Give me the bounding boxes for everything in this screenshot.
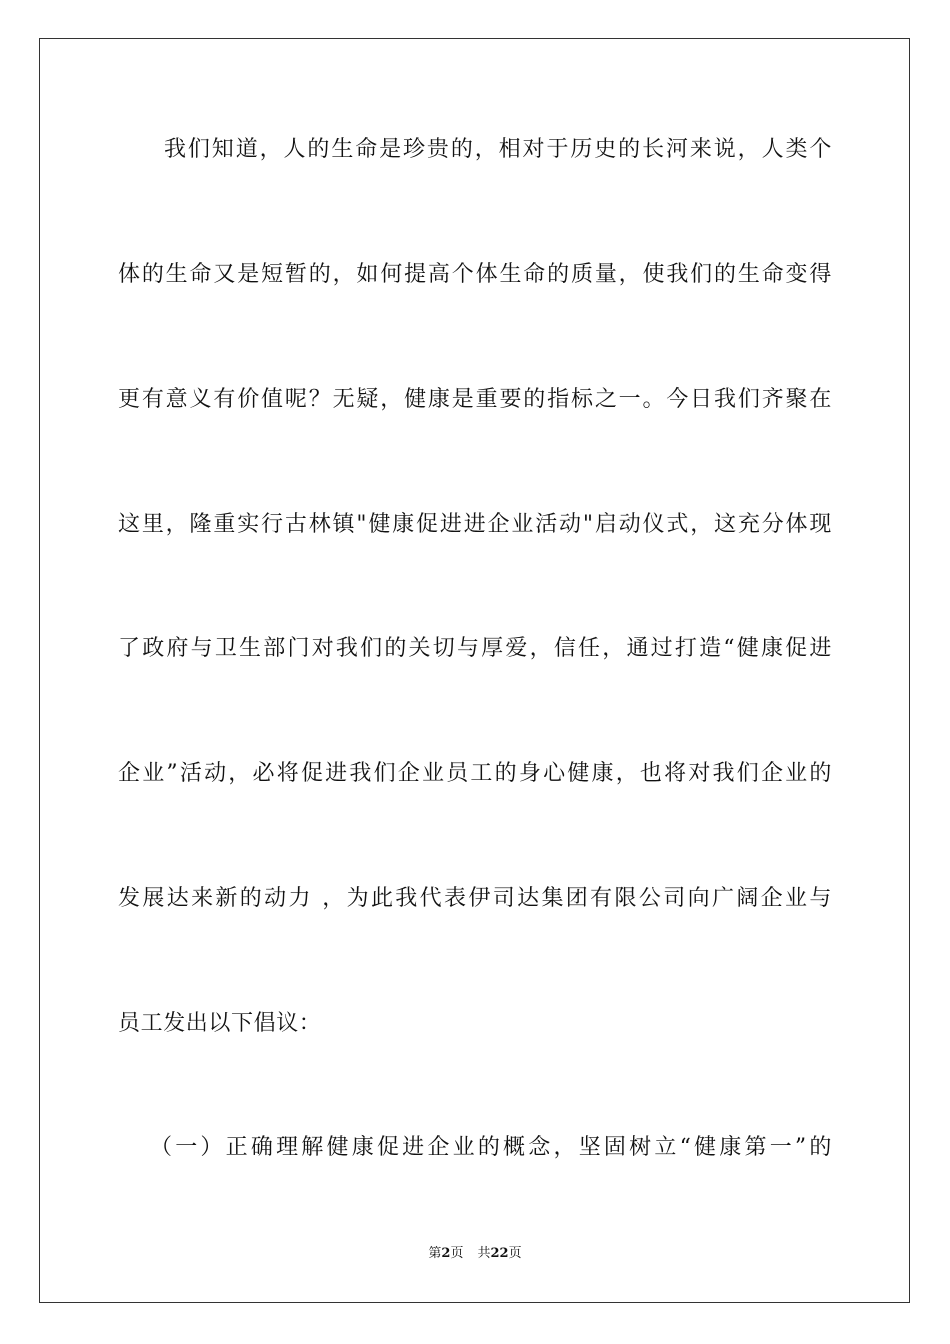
paragraph-line-6: 企业”活动，必将促进我们企业员工的身心健康，也将对我们企业的: [118, 761, 832, 786]
total-pages: 22: [490, 1246, 509, 1261]
page-number: 2: [441, 1246, 451, 1261]
paragraph-line-7: 发展达来新的动力 ，为此我代表伊司达集团有限公司向广阔企业与: [118, 886, 832, 911]
paragraph-line-4: 这里，隆重实行古林镇"健康促进进企业活动"启动仪式，这充分体现: [118, 512, 832, 537]
total-suffix: 页: [508, 1246, 522, 1261]
paragraph-line-8: 员工发出以下倡议：: [118, 1011, 322, 1036]
page-border: [39, 38, 910, 1303]
page-prefix: 第: [428, 1246, 442, 1261]
paragraph-line-5: 了政府与卫生部门对我们的关切与厚爱，信任，通过打造“健康促进: [118, 636, 832, 661]
total-prefix: 共: [477, 1246, 491, 1261]
page-footer: [0, 1245, 950, 1263]
paragraph-line-3: 更有意义有价值呢？无疑，健康是重要的指标之一。今日我们齐聚在: [118, 387, 832, 412]
section-heading-line: （一）正确理解健康促进企业的概念，坚固树立“健康第一”的: [150, 1135, 832, 1160]
paragraph-line-2: 体的生命又是短暂的，如何提高个体生命的质量，使我们的生命变得: [118, 262, 832, 287]
paragraph-line-1: 我们知道，人的生命是珍贵的，相对于历史的长河来说，人类个: [164, 137, 832, 162]
page-suffix: 页: [450, 1246, 464, 1261]
